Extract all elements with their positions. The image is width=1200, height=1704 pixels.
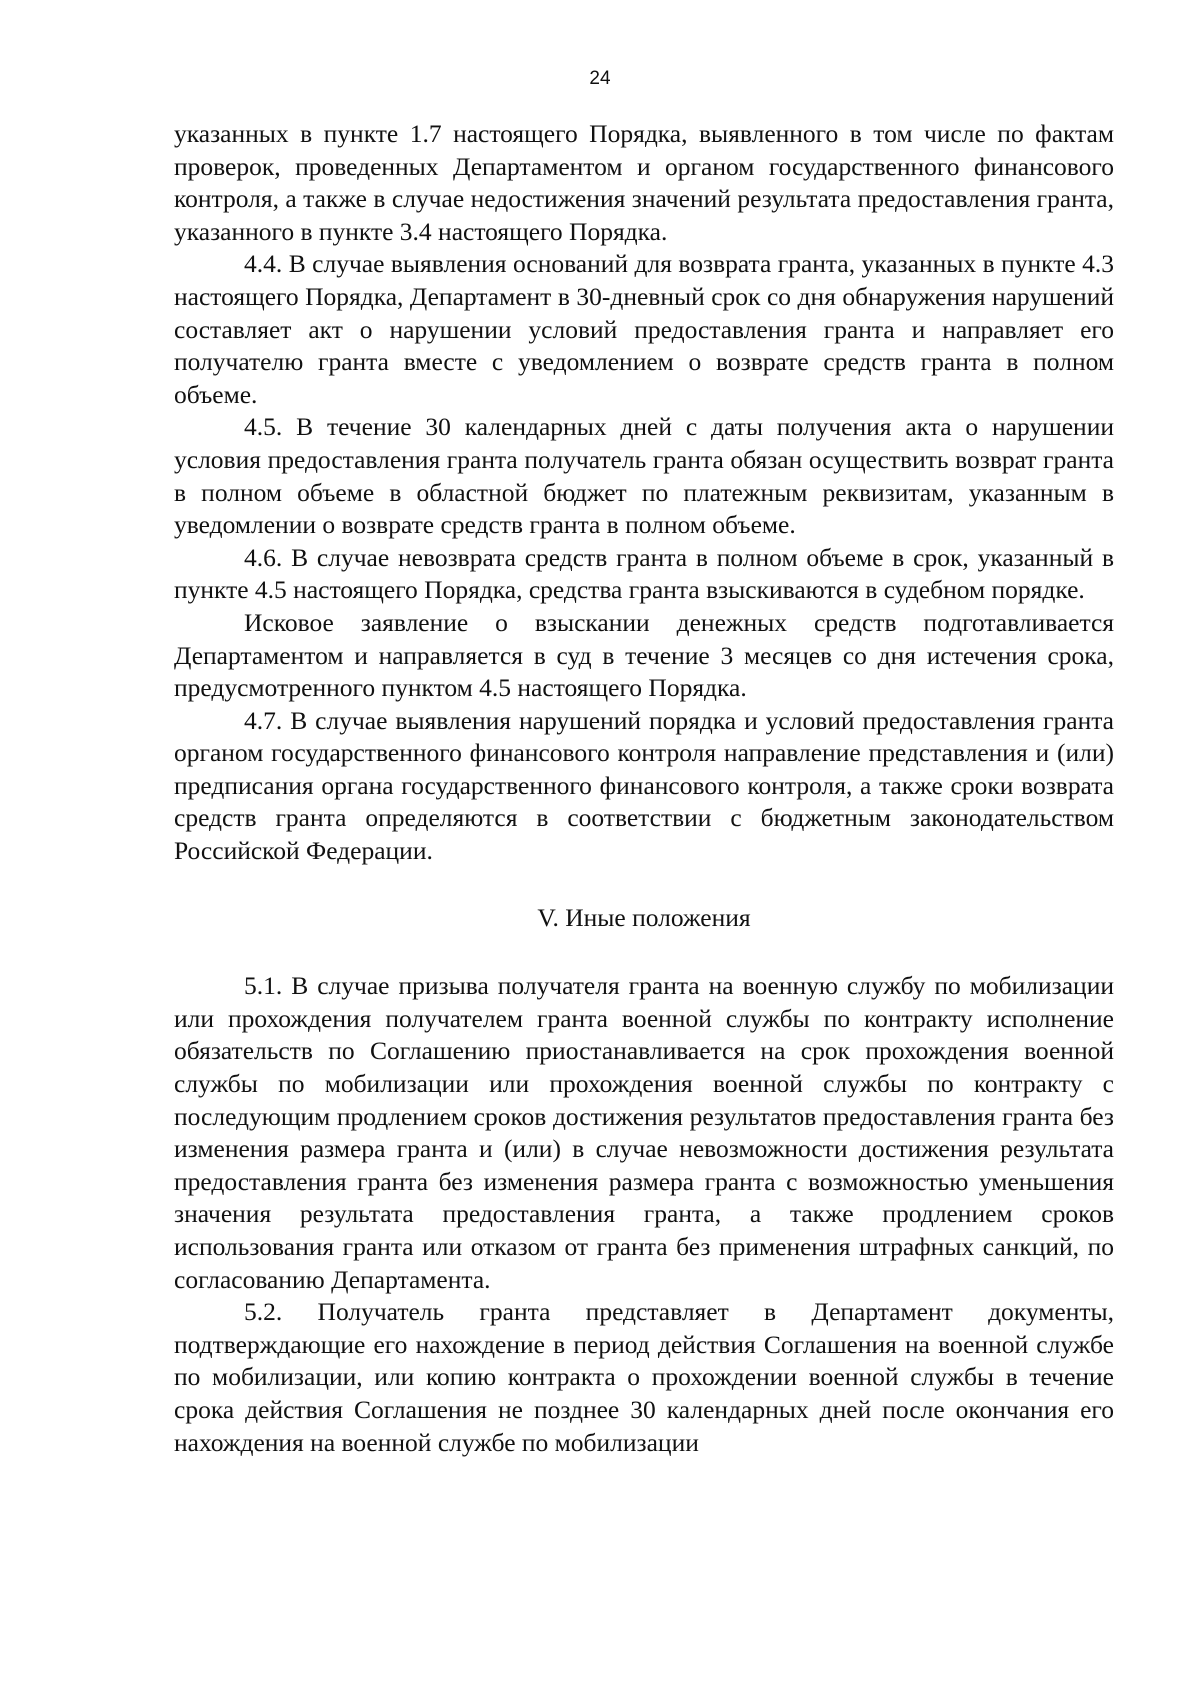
- section-heading: V. Иные положения: [537, 902, 751, 932]
- paragraph-continuation: указанных в пункте 1.7 настоящего Порядка, выявленного в том числе по фактам проверок, проведенных Департаментом и органом государственного финансового контроля, а также в случае недостижения значений результата предоставления гранта, указанного в пункте 3.4 настоящего Порядка.: [174, 119, 1114, 246]
- paragraph-4-6: 4.6. В случае невозврата средств гранта в полном объеме в срок, указанный в пункте 4.5 настоящего Порядка, средства гранта взыскиваются в судебном порядке.: [174, 542, 1114, 605]
- paragraph-claim-statement: Исковое заявление о взыскании денежных средств подготавливается Департаментом и направляется в суд в течение 3 месяцев со дня истечения срока, предусмотренного пунктом 4.5 настоящего Порядка.: [174, 607, 1114, 703]
- paragraph-5-2: 5.2. Получатель гранта представляет в Департамент документы, подтверждающие его нахождение в период действия Соглашения на военной службе по мобилизации, или копию контракта о прохождении военной службы в течение срока действия Соглашения не позднее 30 календарных дней после окончания его нахождения на военной службе по мобилизации: [174, 1297, 1114, 1457]
- page-number: 24: [589, 68, 611, 89]
- paragraph-4-7: 4.7. В случае выявления нарушений порядка и условий предоставления гранта органом государственного финансового контроля направление представления и (или) предписания органа государственного финансового контроля, а также сроки возврата средств гранта определяются в соответствии с бюджетным законодательством Российской Федерации.: [174, 705, 1114, 866]
- paragraph-5-1: 5.1. В случае призыва получателя гранта на военную службу по мобилизации или прохождения получателем гранта военной службы по контракту исполнение обязательств по Соглашению приостанавливается на срок прохождения военной службы по мобилизации или прохождения военной службы по контракту с последующим продлением сроков достижения результатов предоставления гранта без изменения размера гранта и (или) в случае невозможности достижения результата предоставления гранта без изменения размера гранта с возможностью уменьшения значения результата предоставления гранта, а также продлением сроков использования гранта или отказом от гранта без применения штрафных санкций, по согласованию Департамента.: [174, 971, 1114, 1294]
- paragraph-4-4: 4.4. В случае выявления оснований для возврата гранта, указанных в пункте 4.3 настоящего Порядка, Департамент в 30-дневный срок со дня обнаружения нарушений составляет акт о нарушении условий предоставления гранта и направляет его получателю гранта вместе с уведомлением о возврате средств гранта в полном объеме.: [174, 249, 1114, 409]
- document-body: [174, 118, 1114, 1459]
- paragraph-4-5: 4.5. В течение 30 календарных дней с даты получения акта о нарушении условия предоставления гранта получатель гранта обязан осуществить возврат гранта в полном объеме в областной бюджет по платежным реквизитам, указанным в уведомлении о возврате средств гранта в полном объеме.: [174, 412, 1114, 540]
